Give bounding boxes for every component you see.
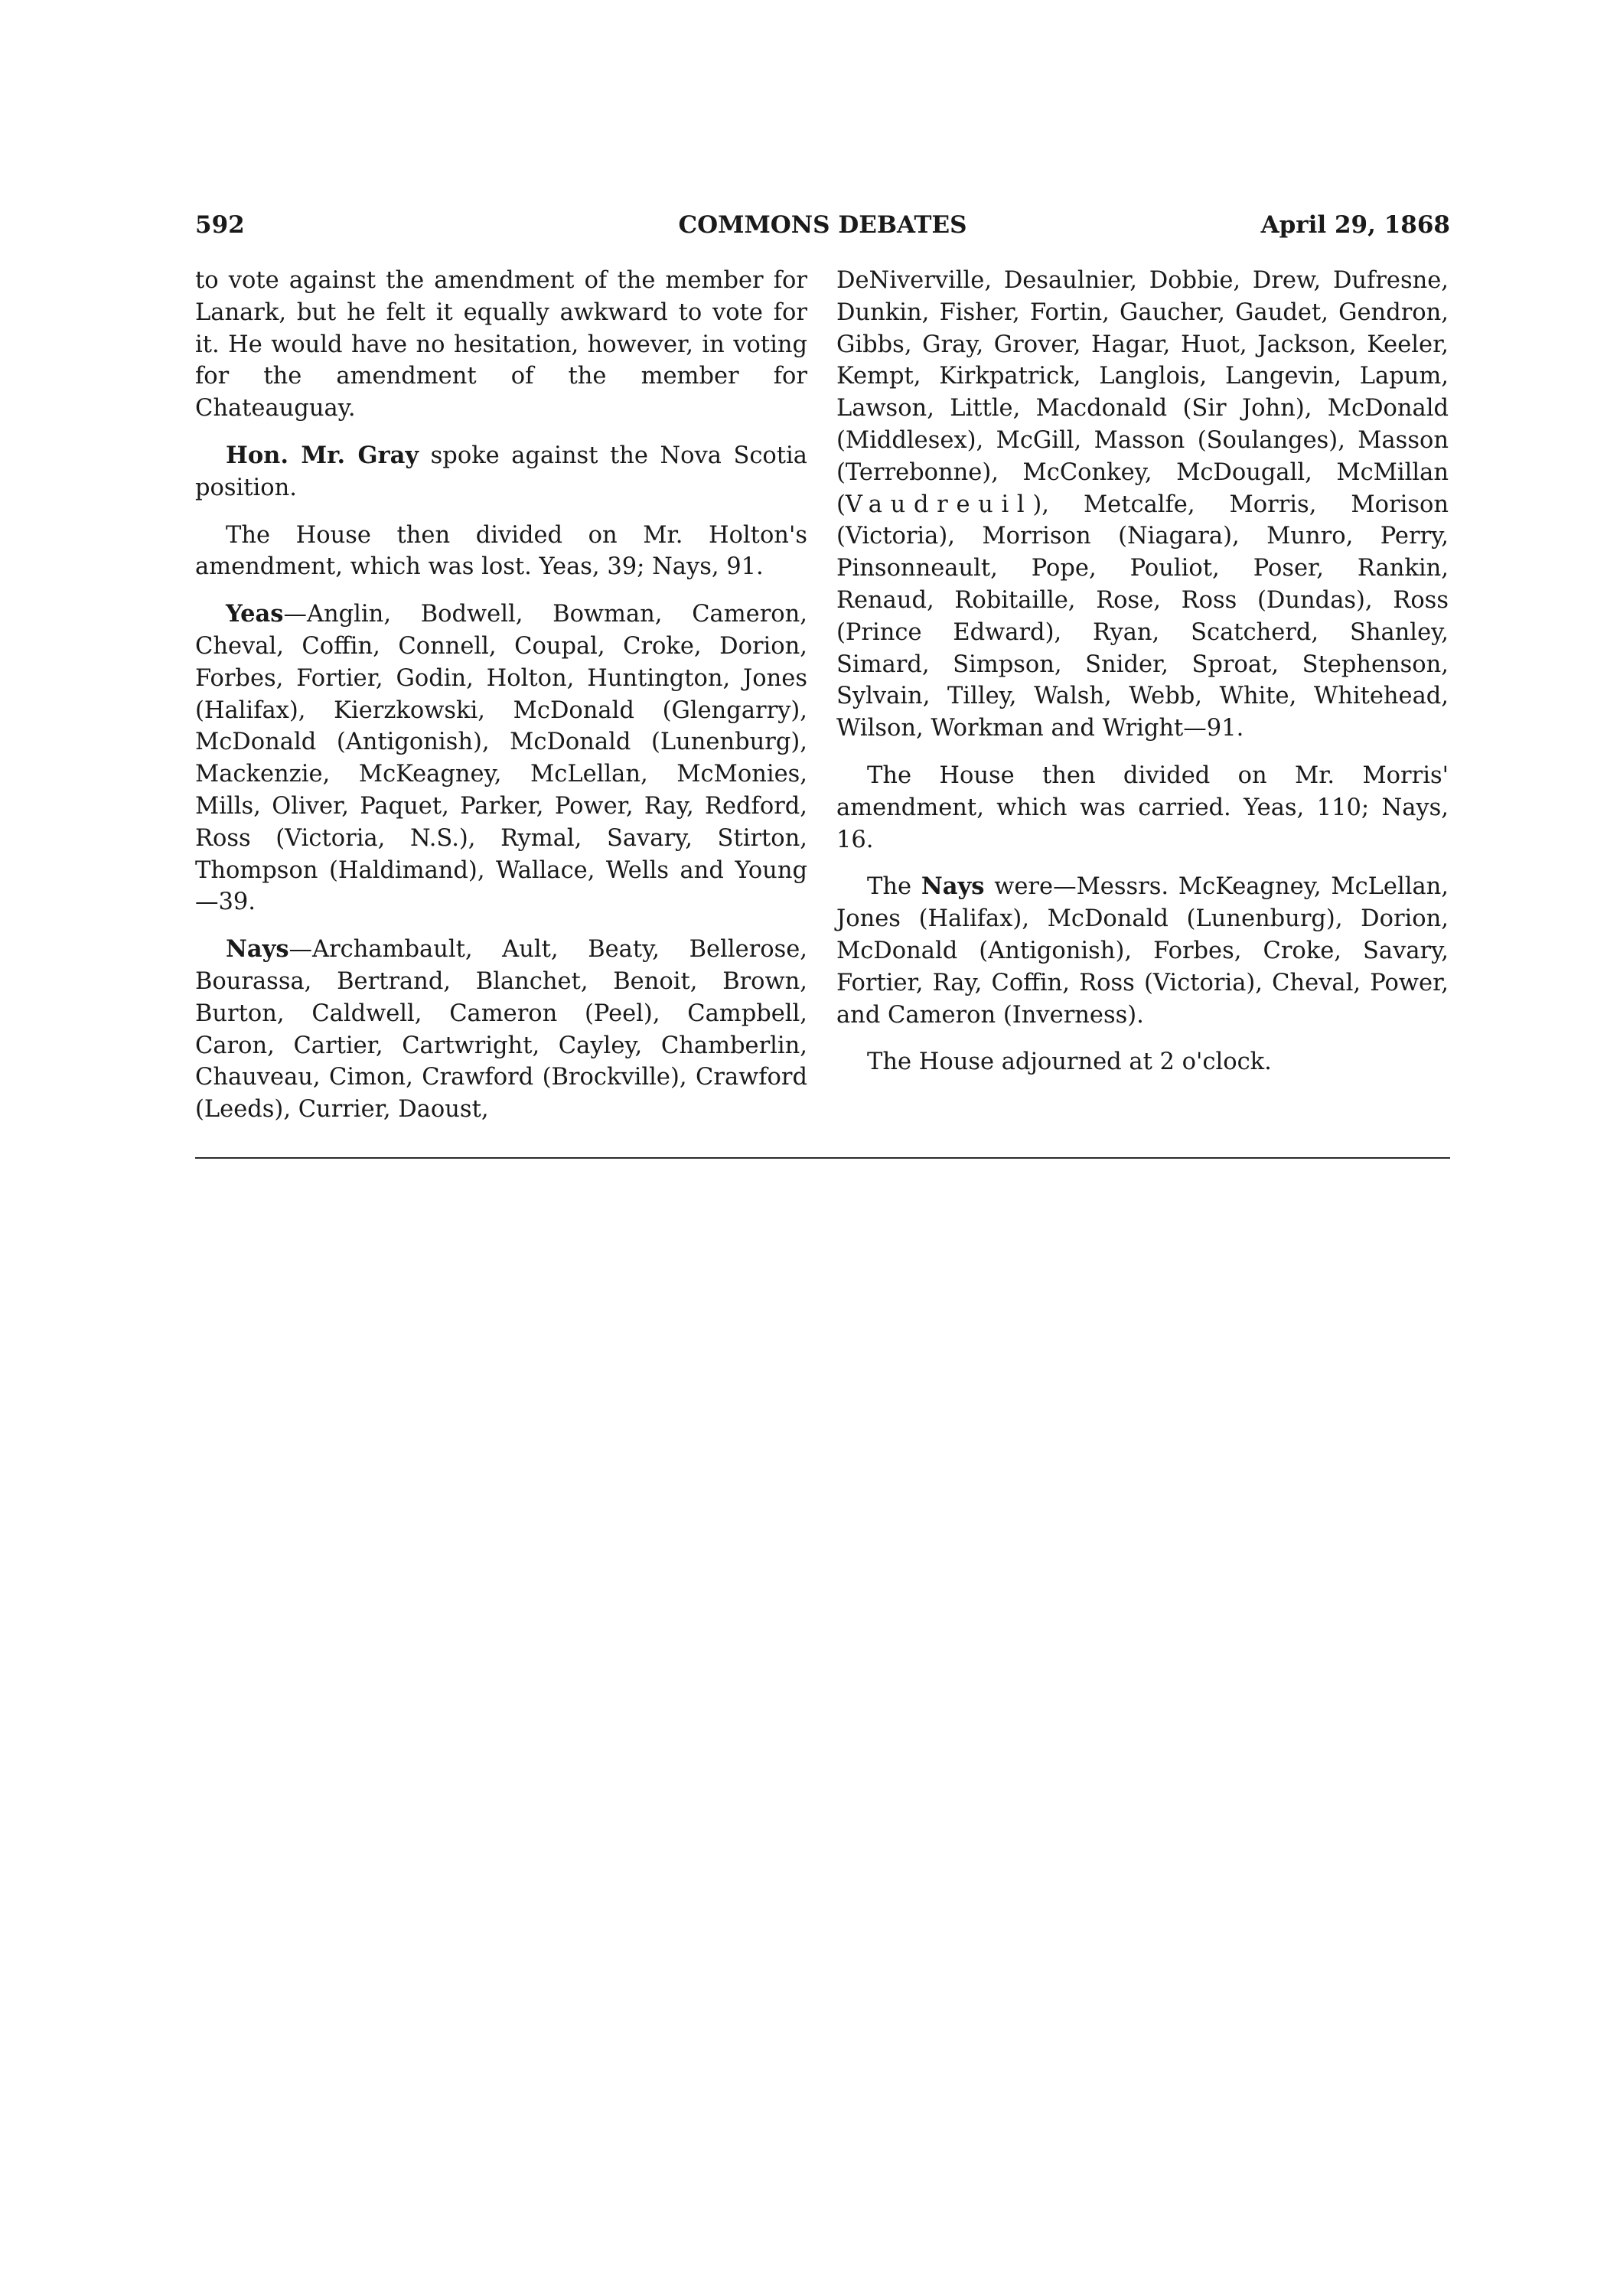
left-column: [195, 265, 807, 1141]
yeas-names: —Anglin, Bodwell, Bowman, Cameron, Cheval, Coffin, Connell, Coupal, Croke, Dorion, Forbes, Fortier, Godin, Holton, Huntington, Jones (Halifax), Kierzkowski, McDonald (Glengarry), McDonald (Antigonish), McDonald (Lunenburg), Mackenzie, McKeagney, McLellan, McMonies, Mills, Oliver, Paquet, Parker, Power, Ray, Redford, Ross (Victoria, N.S.), Rymal, Savary, Stirton, Thompson (Haldimand), Wallace, Wells and Young—39.: [195, 601, 807, 916]
paragraph-morris-division: The House then divided on Mr. Morris' amendment, which was carried. Yeas, 110; Nays, 16.: [836, 762, 1449, 853]
speech-text: spoke against the Nova Scotia position.: [195, 442, 807, 501]
paragraph-nays-continued: [836, 265, 1449, 745]
paragraph-holton-division: The House then divided on Mr. Holton's amendment, which was lost. Yeas, 39; Nays, 91.: [195, 521, 807, 581]
speaker-name: Hon. Mr. Gray: [226, 441, 419, 469]
running-header: [195, 208, 1450, 242]
running-title: COMMONS DEBATES: [678, 211, 967, 239]
paragraph-gray-speech: [195, 440, 807, 504]
right-column: [836, 265, 1449, 1094]
paragraph-morris-nays: [836, 871, 1449, 1031]
paragraph-yeas-list: [195, 598, 807, 918]
morris-nays-label: Nays: [921, 872, 985, 901]
paragraph-continuation: to vote against the amendment of the member for Lanark, but he felt it equally awkward to vote for it. He would have no hesitation, however, in voting for the amendment of the member for Chateauguay.: [195, 267, 807, 422]
nays-names: —Archambault, Ault, Beaty, Bellerose, Bourassa, Bertrand, Blanchet, Benoit, Brown, Burton, Caldwell, Cameron (Peel), Campbell, Caron, Cartier, Cartwright, Cayley, Chamberlin, Chauveau, Cimon, Crawford (Brockville), Crawford (Leeds), Currier, Daoust,: [195, 936, 807, 1124]
nays-label: Nays: [226, 935, 289, 964]
morris-nays-names: were—Messrs. McKeagney, McLellan, Jones (Halifax), McDonald (Lunenburg), Dorion, McDonald (Antigonish), Forbes, Croke, Savary, Fortier, Ray, Coffin, Ross (Victoria), Cheval, Power, and Cameron (Inverness).: [836, 873, 1449, 1029]
morris-nays-prefix: The: [867, 873, 921, 901]
paragraph-nays-list: [195, 934, 807, 1126]
paragraph-adjournment: The House adjourned at 2 o'clock.: [867, 1049, 1272, 1076]
nays-names-part-a: DeNiverville, Desaulnier, Dobbie, Drew, Dufresne, Dunkin, Fisher, Fortin, Gaucher, Gaudet, Gendron, Gibbs, Gray, Grover, Hagar, Huot, Jackson, Keeler, Kempt, Kirkpatrick, Langlois, Langevin, Lapum, Lawson, Little, Macdonald (Sir John), McDonald (Middlesex), McGill, Masson (Soulanges), Masson (Terrebonne), McConkey, McDougall, McMillan (: [836, 267, 1449, 518]
end-rule: [195, 1157, 1450, 1159]
page-number: 592: [195, 211, 245, 239]
header-date: April 29, 1868: [1260, 211, 1450, 239]
yeas-label: Yeas: [226, 600, 284, 628]
nays-names-part-b: ), Metcalfe, Morris, Morison (Victoria), Morrison (Niagara), Munro, Perry, Pinsonneault, Pope, Pouliot, Poser, Rankin, Renaud, Robitaille, Rose, Ross (Dundas), Ross (Prince Edward), Ryan, Scatcherd, Shanley, Simard, Simpson, Snider, Sproat, Stephenson, Sylvain, Tilley, Walsh, Webb, White, Whitehead, Wilson, Workman and Wright—91.: [836, 491, 1449, 742]
nays-names-spaced: Vaudreuil: [845, 491, 1033, 518]
